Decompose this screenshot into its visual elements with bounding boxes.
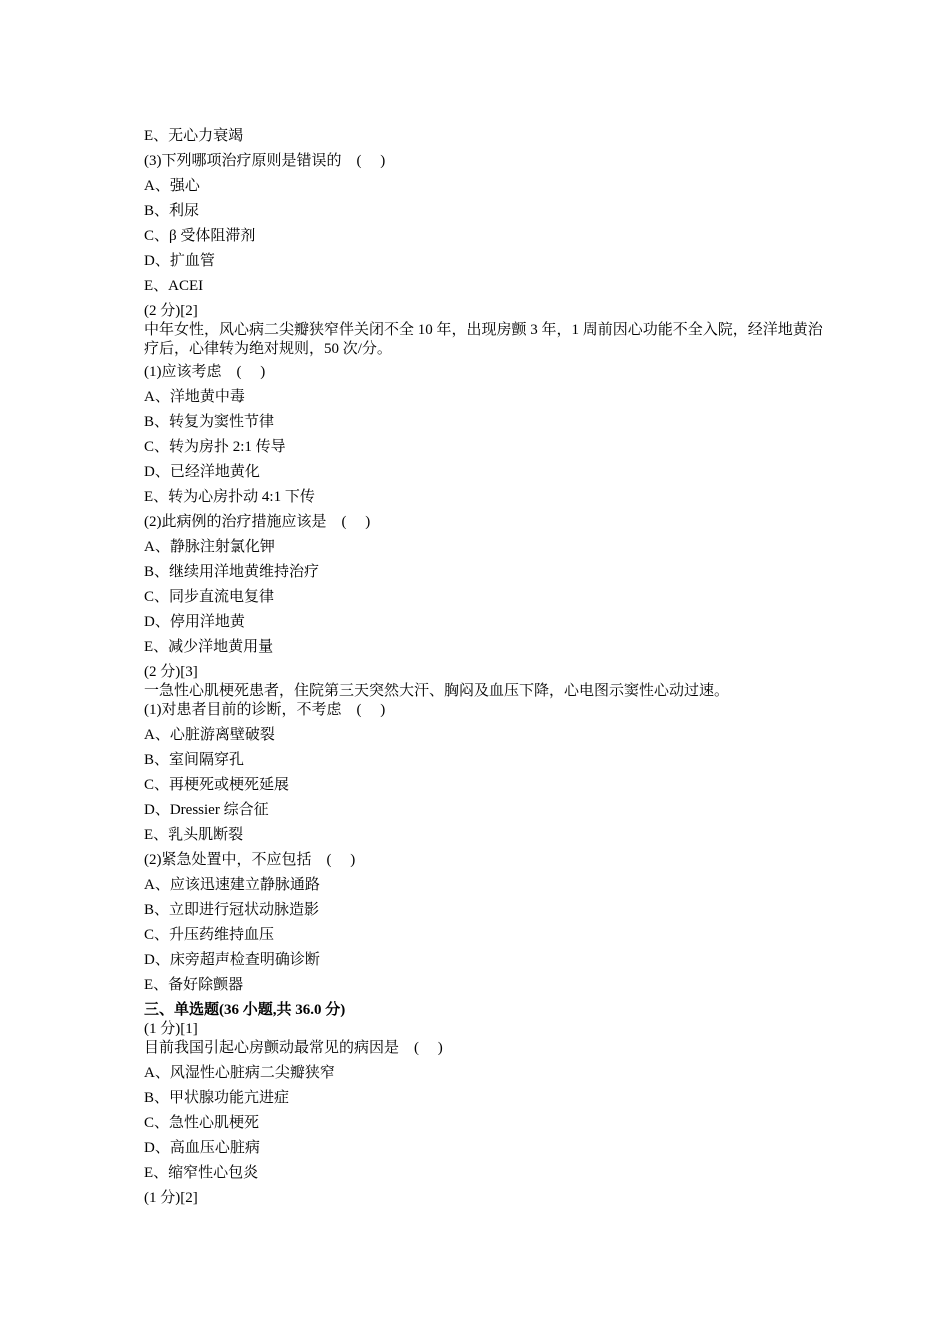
text-line: E、ACEI xyxy=(144,278,204,294)
document-page xyxy=(144,127,824,1214)
text-line: D、停用洋地黄 xyxy=(144,614,245,630)
text-line: A、洋地黄中毒 xyxy=(144,389,245,405)
text-line: A、强心 xyxy=(144,178,200,194)
text-line: D、床旁超声检查明确诊断 xyxy=(144,952,320,968)
text-line: E、乳头肌断裂 xyxy=(144,827,244,843)
text-line: B、室间隔穿孔 xyxy=(144,752,245,768)
text-line: C、同步直流电复律 xyxy=(144,589,275,605)
text-line: B、继续用洋地黄维持治疗 xyxy=(144,564,320,580)
text-line: D、高血压心脏病 xyxy=(144,1140,260,1156)
text-line: D、扩血管 xyxy=(144,253,215,269)
text-line: E、缩窄性心包炎 xyxy=(144,1165,259,1181)
text-line: D、已经洋地黄化 xyxy=(144,464,260,480)
text-line: C、转为房扑 2:1 传导 xyxy=(144,439,286,455)
text-line: C、β 受体阻滞剂 xyxy=(144,228,256,244)
section-heading: 三、单选题(36 小题,共 36.0 分) xyxy=(144,1002,346,1018)
text-line: C、升压药维持血压 xyxy=(144,927,275,943)
text-line: A、应该迅速建立静脉通路 xyxy=(144,877,320,893)
text-line: (2)紧急处置中，不应包括 ( ) xyxy=(144,852,356,868)
text-line: (1 分)[1] xyxy=(144,1021,198,1037)
text-line: C、急性心肌梗死 xyxy=(144,1115,260,1131)
text-line: 一急性心肌梗死患者，住院第三天突然大汗、胸闷及血压下降，心电图示窦性心动过速。 xyxy=(144,683,730,699)
text-line: (1)应该考虑 ( ) xyxy=(144,364,266,380)
text-line: 目前我国引起心房颤动最常见的病因是 ( ) xyxy=(144,1040,443,1056)
text-line: B、转复为窦性节律 xyxy=(144,414,275,430)
case-paragraph: 中年女性，风心病二尖瓣狭窄伴关闭不全 10 年，出现房颤 3 年，1 周前因心功能不全入院，经洋地黄治疗后，心律转为绝对规则，50 次/分。 xyxy=(144,322,823,357)
text-line: (1 分)[2] xyxy=(144,1190,198,1206)
text-line: (1)对患者目前的诊断，不考虑 ( ) xyxy=(144,702,386,718)
text-line: (3)下列哪项治疗原则是错误的 ( ) xyxy=(144,153,386,169)
text-line: (2 分)[3] xyxy=(144,664,198,680)
text-line: A、风湿性心脏病二尖瓣狭窄 xyxy=(144,1065,335,1081)
text-line: B、立即进行冠状动脉造影 xyxy=(144,902,320,918)
text-line: (2)此病例的治疗措施应该是 ( ) xyxy=(144,514,371,530)
text-line: D、Dressier 综合征 xyxy=(144,802,269,818)
text-line: B、利尿 xyxy=(144,203,200,219)
text-line: (2 分)[2] xyxy=(144,303,198,319)
text-line: E、备好除颤器 xyxy=(144,977,244,993)
text-line: E、转为心房扑动 4:1 下传 xyxy=(144,489,315,505)
text-line: E、减少洋地黄用量 xyxy=(144,639,274,655)
text-line: B、甲状腺功能亢进症 xyxy=(144,1090,290,1106)
text-line: A、静脉注射氯化钾 xyxy=(144,539,275,555)
text-line: C、再梗死或梗死延展 xyxy=(144,777,290,793)
text-line: E、无心力衰竭 xyxy=(144,128,244,144)
text-line: A、心脏游离壁破裂 xyxy=(144,727,275,743)
